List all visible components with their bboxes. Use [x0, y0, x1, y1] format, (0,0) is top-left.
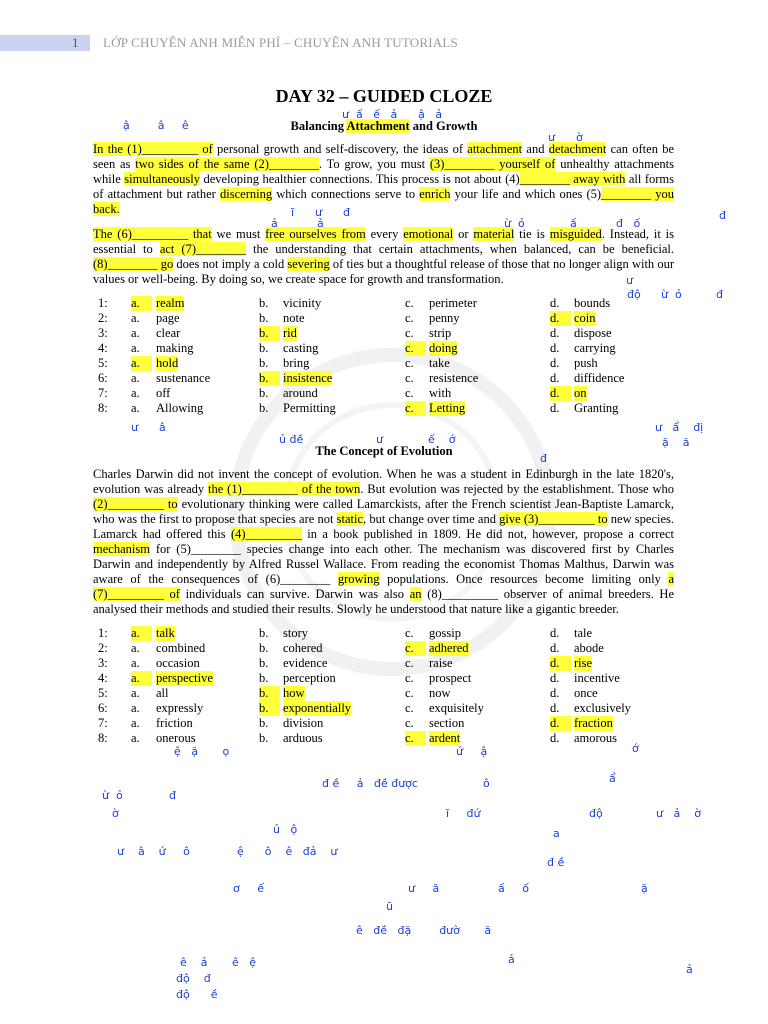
stray-glyph: đ ề [547, 856, 565, 869]
option-letter: b. [259, 311, 269, 325]
option-word: raise [429, 656, 453, 670]
page-title: DAY 32 – GUIDED CLOZE [275, 86, 493, 106]
option-letter: a. [131, 296, 152, 311]
text-run: every [365, 227, 404, 241]
section1-options [93, 296, 693, 416]
option-letter: d. [550, 731, 560, 745]
stray-glyph: ĩ đứ [446, 807, 481, 820]
option-letter: d. [550, 686, 560, 700]
stray-glyph: ấ [570, 217, 577, 230]
option-word: abode [574, 641, 604, 655]
stray-glyph: ậ â ê [123, 119, 189, 132]
option-row [93, 311, 693, 326]
option-letter: a. [131, 341, 140, 355]
question-number: 8: [98, 401, 108, 415]
text-run: or [453, 227, 474, 241]
option-word: prospect [429, 671, 472, 685]
stray-glyph: ư ấ ế ả ậ ả [342, 108, 443, 121]
section1-paragraph2 [93, 227, 674, 287]
stray-glyph: đ [716, 288, 723, 301]
stray-glyph: ệ ặ ọ [174, 745, 230, 758]
option-word: clear [156, 326, 181, 340]
stray-glyph: độ [589, 807, 603, 820]
option-word: bring [283, 356, 310, 370]
option-word: division [283, 716, 324, 730]
option-word: off [156, 386, 171, 400]
option-row [93, 656, 693, 671]
highlighted-phrase: attachment [467, 142, 523, 156]
option-letter: d. [550, 386, 571, 401]
text-run: developing healthier connections. This process is not about (4) [199, 172, 520, 186]
option-letter: a. [131, 311, 140, 325]
option-word: once [574, 686, 598, 700]
option-letter: b. [259, 386, 269, 400]
option-word: exclusively [574, 701, 631, 715]
answer-option: talk [156, 626, 175, 640]
stray-glyph: ả [508, 953, 515, 966]
option-word: bounds [574, 296, 611, 310]
stray-glyph: ư ẩ đị [655, 421, 704, 434]
highlighted-phrase: a (7)_________ of [93, 572, 674, 601]
option-letter: a. [131, 716, 140, 730]
option-letter: c. [405, 371, 414, 385]
stray-glyph: ư ả ờ [656, 807, 701, 820]
option-letter: b. [259, 401, 269, 415]
option-word: combined [156, 641, 206, 655]
stray-glyph: ủ đề [279, 433, 304, 446]
option-row [93, 671, 693, 686]
option-letter: a. [131, 386, 140, 400]
option-letter: a. [131, 401, 140, 415]
option-word: cohered [283, 641, 323, 655]
option-letter: d. [550, 656, 571, 671]
option-letter: d. [550, 671, 560, 685]
highlighted-phrase: ________ away with [519, 172, 626, 186]
option-word: gossip [429, 626, 461, 640]
question-number: 4: [98, 671, 108, 685]
text-run: can often be seen as [93, 142, 675, 171]
answer-option: coin [574, 311, 596, 325]
option-letter: c. [405, 731, 426, 746]
highlighted-phrase: give (3)_________ to [499, 512, 608, 526]
option-letter: d. [550, 311, 571, 326]
option-letter: d. [550, 296, 560, 310]
highlighted-phrase: act (7)________ [159, 242, 246, 256]
option-letter: c. [405, 671, 414, 685]
option-letter: b. [259, 671, 269, 685]
stray-glyph: ứ ậ [456, 745, 488, 758]
stray-glyph: ừ ỏ [661, 288, 682, 301]
stray-glyph: ủ ộ [273, 823, 298, 836]
option-row [93, 641, 693, 656]
stray-glyph: ũ [386, 900, 393, 913]
stray-glyph: ơ ế [233, 882, 264, 895]
option-row [93, 686, 693, 701]
question-number: 7: [98, 386, 108, 400]
subtitle-part: Balancing [290, 119, 347, 133]
highlighted-phrase: the (1)_________ of the town [208, 482, 361, 496]
answer-option: hold [156, 356, 179, 370]
highlighted-phrase: detachment [548, 142, 607, 156]
stray-glyph: ư [626, 274, 633, 287]
answer-option: exponentially [283, 701, 352, 715]
option-word: friction [156, 716, 193, 730]
option-word: push [574, 356, 598, 370]
question-number: 5: [98, 686, 108, 700]
text-run: personal growth and self-discovery, the ideas of [212, 142, 468, 156]
option-letter: d. [550, 371, 560, 385]
option-word: all [156, 686, 169, 700]
option-word: dispose [574, 326, 612, 340]
stray-glyph: ế ớ [428, 433, 456, 446]
option-word: Allowing [156, 401, 204, 415]
header-text: LỚP CHUYÊN ANH MIỄN PHÍ – CHUYÊN ANH TUTORIALS [103, 35, 458, 50]
question-number: 7: [98, 716, 108, 730]
option-word: story [283, 626, 308, 640]
stray-glyph: ờ [112, 807, 119, 820]
question-number: 5: [98, 356, 108, 370]
section1-subtitle [0, 119, 768, 134]
stray-glyph: ư ờ [548, 131, 583, 144]
stray-glyph: độ [627, 288, 641, 301]
option-word: carrying [574, 341, 616, 355]
highlighted-phrase: The (6)_________ that [93, 227, 212, 241]
option-word: perimeter [429, 296, 477, 310]
answer-option: Letting [429, 401, 466, 415]
section2-paragraph [93, 467, 674, 617]
option-row [93, 296, 693, 311]
text-run: does not imply a cold [173, 257, 288, 271]
option-letter: c. [405, 716, 414, 730]
option-row [93, 341, 693, 356]
option-letter: d. [550, 716, 571, 731]
text-run: . To grow, you must [318, 157, 430, 171]
stray-glyph: ệ ô ê đả ư [237, 845, 338, 858]
stray-glyph: ĩ ư đ [291, 206, 350, 219]
option-letter: c. [405, 356, 414, 370]
option-letter: c. [405, 296, 414, 310]
stray-glyph: ẩ [609, 772, 616, 785]
highlighted-phrase: static [336, 512, 364, 526]
text-run: , but change over time and [363, 512, 500, 526]
text-run: the understanding that certain attachments, when balanced, can be beneficial. [245, 242, 674, 256]
option-letter: a. [131, 731, 140, 745]
option-word: vicinity [283, 296, 322, 310]
text-run: unhealthy attachments while [93, 157, 674, 186]
option-word: expressly [156, 701, 204, 715]
highlighted-phrase: (4)_________ [231, 527, 302, 541]
option-letter: a. [131, 671, 152, 686]
option-word: perception [283, 671, 336, 685]
subtitle-part: and Growth [409, 119, 478, 133]
text-run: we must [211, 227, 266, 241]
stray-glyph: ả [317, 217, 324, 230]
answer-option: ardent [429, 731, 461, 745]
option-letter: c. [405, 656, 414, 670]
answer-option: on [574, 386, 587, 400]
question-number: 8: [98, 731, 108, 745]
question-number: 4: [98, 341, 108, 355]
option-word: casting [283, 341, 319, 355]
stray-glyph: ừ ỏ [102, 789, 123, 802]
option-letter: a. [131, 656, 140, 670]
stray-glyph: độ ề [176, 988, 218, 1001]
highlighted-phrase: discerning [220, 187, 273, 201]
text-run: in a book published in 1809. He did not, however, propose a correct [301, 527, 674, 541]
answer-option: realm [156, 296, 185, 310]
highlighted-phrase: severing [287, 257, 330, 271]
answer-option: perspective [156, 671, 213, 685]
option-word: strip [429, 326, 452, 340]
stray-glyph: ả [686, 963, 693, 976]
option-row [93, 371, 693, 386]
highlighted-phrase: mechanism [93, 542, 150, 556]
option-word: occasion [156, 656, 200, 670]
option-letter: b. [259, 656, 269, 670]
option-letter: c. [405, 386, 414, 400]
option-letter: a. [131, 686, 140, 700]
highlighted-phrase: (2)_________ to [93, 497, 178, 511]
option-word: arduous [283, 731, 323, 745]
stray-glyph: ư â ứ ô [117, 845, 190, 858]
highlighted-phrase: (8)________ go [93, 257, 174, 271]
text-run: which connections serve to [272, 187, 420, 201]
answer-option: rise [574, 656, 593, 670]
option-letter: b. [259, 716, 269, 730]
section2-options [93, 626, 693, 746]
option-word: incentive [574, 671, 620, 685]
highlighted-phrase: misguided [549, 227, 602, 241]
highlighted-phrase: free ourselves from [265, 227, 366, 241]
stray-glyph: ả [271, 217, 278, 230]
option-letter: d. [550, 356, 560, 370]
option-letter: b. [259, 356, 269, 370]
highlighted-phrase: an [409, 587, 422, 601]
option-word: around [283, 386, 318, 400]
stray-glyph: ê đề đặ đườ ă [356, 924, 492, 937]
text-run: and [522, 142, 549, 156]
option-letter: a. [131, 641, 140, 655]
option-letter: c. [405, 341, 426, 356]
option-letter: b. [259, 701, 280, 716]
option-letter: a. [131, 356, 152, 371]
option-row [93, 626, 693, 641]
stray-glyph: đ [169, 789, 176, 802]
option-word: section [429, 716, 465, 730]
text-run: (8)_________ observer of animal breeders. He analysed their methods and studied their results. Slowly he understood that nature like a gigantic breeder. [93, 587, 674, 616]
stray-glyph: a [553, 827, 560, 840]
option-word: tale [574, 626, 593, 640]
question-number: 3: [98, 656, 108, 670]
text-run: individuals can survive. Darwin was also [179, 587, 410, 601]
highlighted-phrase: growing [337, 572, 380, 586]
text-run: . But evolution was rejected by the establishment. Those who [360, 482, 675, 496]
question-number: 1: [98, 296, 108, 310]
stray-glyph: độ đ [176, 972, 211, 985]
highlighted-phrase: ________ you back. [93, 187, 675, 216]
option-letter: b. [259, 371, 280, 386]
option-word: evidence [283, 656, 328, 670]
stray-glyph: ặ ă [662, 436, 690, 449]
highlighted-phrase: simultaneously [124, 172, 200, 186]
option-word: now [429, 686, 451, 700]
text-run: of ties but a thoughtful release of those that no longer align with our values or well-being. By doing so, we create space for growth and transformation. [93, 257, 675, 286]
stray-glyph: ư â [131, 421, 166, 434]
text-run: your life and which ones (5) [450, 187, 602, 201]
option-letter: d. [550, 326, 560, 340]
stray-glyph: ừ ỏ [504, 217, 525, 230]
option-word: page [156, 311, 180, 325]
answer-option: fraction [574, 716, 613, 730]
answer-option: adhered [429, 641, 469, 655]
option-letter: c. [405, 686, 414, 700]
option-row [93, 401, 693, 416]
text-run: for (5)________ species change into each other. The mechanism was discovered first by Charles Darwin and independently by Alfred Russel Wallace. From reading the economist Thomas Malthus, Darwin was aware of the consequences of (6)________ [93, 542, 674, 586]
option-letter: b. [259, 626, 269, 640]
option-letter: d. [550, 626, 560, 640]
answer-option: insistence [283, 371, 333, 385]
stray-glyph: ư [376, 433, 383, 446]
answer-option: doing [429, 341, 458, 355]
option-letter: c. [405, 401, 426, 416]
question-number: 2: [98, 641, 108, 655]
highlighted-phrase: two sides of the same (2)________ [135, 157, 319, 171]
highlighted-phrase: In the (1)_________ of [93, 142, 213, 156]
question-number: 2: [98, 311, 108, 325]
option-letter: c. [405, 311, 414, 325]
option-word: amorous [574, 731, 618, 745]
option-row [93, 326, 693, 341]
option-row [93, 731, 693, 746]
option-letter: d. [550, 701, 560, 715]
option-word: onerous [156, 731, 196, 745]
text-run: all forms of attachment but rather [93, 172, 674, 201]
option-row [93, 356, 693, 371]
option-row [93, 716, 693, 731]
highlighted-phrase: enrich [419, 187, 451, 201]
option-row [93, 386, 693, 401]
option-letter: b. [259, 296, 269, 310]
stray-glyph: ớ [632, 742, 639, 755]
stray-glyph: đ ố [616, 217, 641, 230]
stray-glyph: ê ả ê ệ [180, 956, 256, 969]
option-word: with [429, 386, 452, 400]
stray-glyph: ấ ố [498, 882, 529, 895]
option-row [93, 701, 693, 716]
option-word: Permitting [283, 401, 336, 415]
option-letter: b. [259, 686, 280, 701]
highlighted-phrase: material [473, 227, 515, 241]
option-letter: a. [131, 701, 140, 715]
option-word: penny [429, 311, 460, 325]
text-run: . Instead, it is essential to [93, 227, 674, 256]
option-word: sustenance [156, 371, 211, 385]
option-letter: c. [405, 326, 414, 340]
text-run: populations. Once resources become limiting only [379, 572, 669, 586]
text-run: tie is [514, 227, 550, 241]
question-number: 3: [98, 326, 108, 340]
option-word: resistence [429, 371, 479, 385]
answer-option: how [283, 686, 305, 700]
option-letter: c. [405, 626, 414, 640]
option-letter: a. [131, 371, 140, 385]
stray-glyph: đ [719, 209, 726, 222]
option-word: note [283, 311, 305, 325]
option-letter: a. [131, 326, 140, 340]
answer-option: rid [283, 326, 297, 340]
option-letter: d. [550, 341, 560, 355]
subtitle-part-highlight: Attachment [346, 119, 410, 133]
section2-subtitle: The Concept of Evolution [315, 444, 453, 458]
option-letter: d. [550, 641, 560, 655]
question-number: 1: [98, 626, 108, 640]
option-letter: c. [405, 701, 414, 715]
option-word: exquisitely [429, 701, 484, 715]
page-number: 1 [72, 35, 79, 50]
text-run: Charles Darwin did not invent the concept of evolution. When he was a student in Edinburgh in the late 1820's, evolution was already [93, 467, 674, 496]
text-run: evolutionary thinking were called Lamarckists, after the French scientist Jean-Baptiste Lamarck, who was the first to propose that species are not [93, 497, 674, 526]
stray-glyph: ô [483, 777, 490, 790]
option-letter: b. [259, 326, 280, 341]
option-letter: a. [131, 626, 152, 641]
option-word: diffidence [574, 371, 625, 385]
highlighted-phrase: emotional [403, 227, 454, 241]
stray-glyph: ặ [641, 882, 648, 895]
option-letter: d. [550, 401, 560, 415]
option-letter: b. [259, 341, 269, 355]
stray-glyph: đ [540, 452, 547, 465]
stray-glyph: ư ă [408, 882, 440, 895]
option-letter: b. [259, 641, 269, 655]
stray-glyph: đ ề ả đề được [322, 777, 418, 790]
question-number: 6: [98, 371, 108, 385]
section1-paragraph1 [93, 142, 674, 217]
question-number: 6: [98, 701, 108, 715]
option-letter: c. [405, 641, 426, 656]
option-word: making [156, 341, 194, 355]
option-word: take [429, 356, 450, 370]
highlighted-phrase: (3)________ yourself of [429, 157, 556, 171]
option-letter: b. [259, 731, 269, 745]
option-word: Granting [574, 401, 619, 415]
text-run: new species. Lamarck had offered this [93, 512, 675, 541]
